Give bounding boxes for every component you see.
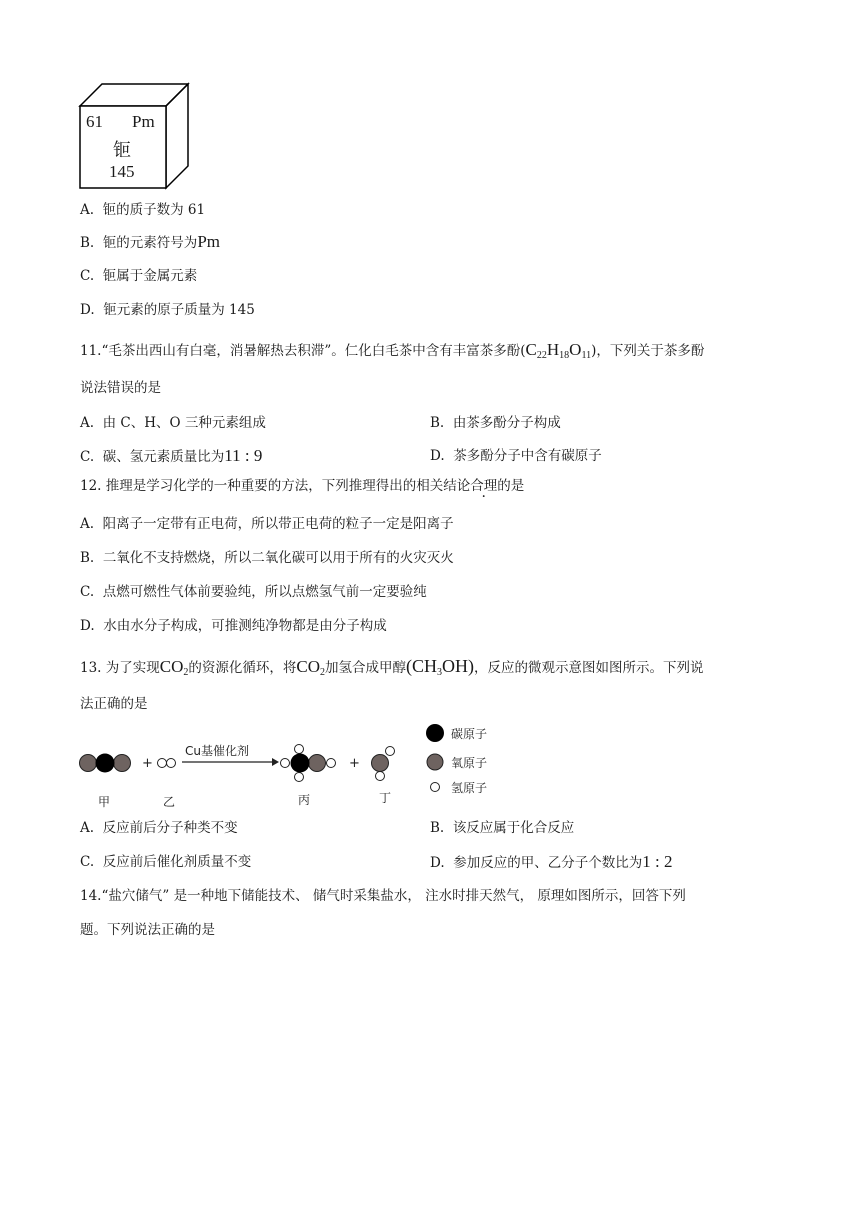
option-letter: D. [430, 448, 445, 464]
q11-stem-text-2: )，下列关于茶多酚 [591, 343, 705, 359]
q13-stem [80, 656, 704, 683]
q13-stem-line2: 法正确的是 [80, 696, 148, 712]
hydrogen-atom [295, 745, 304, 754]
q11-option-a [80, 413, 266, 433]
legend-hydrogen-icon [431, 783, 440, 792]
option-text: 参加反应的甲、乙分子个数比为 [453, 855, 643, 871]
option-text: 由 C、H、O 三种元素组成 [102, 415, 266, 431]
option-letter: C. [80, 584, 95, 600]
option-letter: B. [430, 820, 445, 836]
option-letter: B. [430, 415, 445, 431]
co2-formula: $CO_2$ [296, 657, 326, 678]
option-letter: A. [80, 820, 95, 836]
q13-stem-text: 13. 为了实现 [80, 660, 160, 676]
q13-stem-text-3: 加氢合成甲醇 [325, 660, 407, 676]
hydrogen-atom [327, 759, 336, 768]
q11-option-c [80, 446, 262, 467]
q11-option-d [430, 446, 602, 466]
mass-ratio: 11 : 9 [224, 446, 263, 465]
legend-carbon-label: 碳原子 [451, 727, 488, 741]
q13-option-b [430, 818, 574, 838]
hydrogen-atom [167, 759, 176, 768]
option-text: 碳、氢元素质量比为 [102, 449, 225, 465]
reaction-diagram [76, 722, 516, 812]
q13-option-d [430, 852, 672, 873]
molecule-jia [80, 754, 131, 773]
carbon-atom [96, 754, 115, 773]
hydrogen-atom [376, 772, 385, 781]
option-text: 反应前后分子种类不变 [102, 820, 238, 836]
option-text: 点燃可燃性气体前要验纯，所以点燃氢气前一定要验纯 [102, 584, 427, 600]
tea-polyphenol-formula: $C_{22}H_{18}O_{11}$ [525, 340, 592, 361]
option-letter: D. [430, 855, 445, 871]
catalyst-label: Cu基催化剂 [185, 744, 249, 758]
q12-option-b [80, 548, 454, 568]
q12-option-a [80, 514, 454, 534]
hydrogen-atom [386, 747, 395, 756]
option-text: 钷的元素符号为 [102, 235, 198, 251]
q12-stem-text-end: 的是 [497, 478, 525, 494]
emphasized-word: 合理 [470, 478, 498, 494]
carbon-atom [291, 754, 310, 773]
oxygen-atom [309, 755, 326, 772]
option-text: 阳离子一定带有正电荷，所以带正电荷的粒子一定是阳离子 [102, 516, 454, 532]
q13-stem-text-2: 的资源化循环，将 [188, 660, 297, 676]
q10-option-c [80, 266, 197, 286]
legend-oxygen-icon [427, 754, 443, 770]
q12-stem [80, 476, 524, 496]
molecule-yi [158, 759, 176, 768]
q10-option-a [80, 200, 205, 220]
label-ding: 丁 [379, 791, 392, 805]
option-letter: C. [80, 268, 95, 284]
oxygen-atom [80, 755, 97, 772]
co2-formula: $CO_2$ [159, 657, 189, 678]
q11-option-b [430, 413, 561, 433]
label-jia: 甲 [98, 795, 111, 809]
plus-sign: + [142, 756, 153, 771]
molecule-ratio: 1 : 2 [642, 852, 673, 871]
option-text: 钷属于金属元素 [102, 268, 198, 284]
option-letter: B. [80, 235, 95, 251]
legend-carbon-icon [426, 724, 444, 742]
element-mass: 145 [109, 162, 135, 181]
option-letter: D. [80, 302, 95, 318]
label-bing: 丙 [298, 793, 311, 807]
option-letter: A. [80, 415, 95, 431]
option-text: 二氧化不支持燃烧，所以二氧化碳可以用于所有的火灾灭火 [102, 550, 454, 566]
option-text: 茶多酚分子中含有碳原子 [453, 448, 602, 464]
q10-option-b [80, 232, 220, 253]
q14-stem-line2: 题。下列说法正确的是 [80, 922, 215, 938]
hydrogen-atom [295, 773, 304, 782]
q12-option-d [80, 616, 387, 636]
option-letter: A. [80, 202, 95, 218]
element-symbol-inline: Pm [197, 232, 220, 251]
element-name: 钷 [113, 140, 131, 161]
q11-stem-line2: 说法错误的是 [80, 380, 161, 396]
q14-stem: 14.“盐穴储气” 是一种地下储能技术、 储气时采集盐水， 注水时排天然气， 原理如图所示，回答下列 [80, 888, 686, 904]
methanol-formula: $(CH_3OH)$ [406, 656, 475, 678]
option-letter: C. [80, 449, 95, 465]
label-yi: 乙 [163, 795, 176, 809]
q13-option-c [80, 852, 251, 872]
q13-option-a [80, 818, 238, 838]
q11-stem-text: 11.“毛茶出西山有白毫，消暑解热去积滞”。仁化白毛茶中含有丰富茶多酚( [80, 343, 526, 359]
option-letter: D. [80, 618, 95, 634]
element-atomic-number: 61 [86, 112, 103, 131]
option-text: 反应前后催化剂质量不变 [102, 854, 252, 870]
element-card [78, 82, 190, 190]
hydrogen-atom [281, 759, 290, 768]
option-text: 钷元素的原子质量为 145 [103, 302, 255, 318]
oxygen-atom [114, 755, 131, 772]
oxygen-atom [372, 755, 389, 772]
q13-stem-text-4: ，反应的微观示意图如图所示。下列说 [474, 660, 704, 676]
molecule-bing [281, 745, 336, 782]
option-letter: C. [80, 854, 95, 870]
element-symbol: Pm [132, 112, 155, 131]
option-text: 钷的质子数为 61 [102, 202, 206, 218]
molecule-ding [372, 747, 395, 781]
legend-hydrogen-label: 氢原子 [451, 781, 488, 795]
option-text: 由茶多酚分子构成 [452, 415, 561, 431]
option-text: 该反应属于化合反应 [452, 820, 575, 836]
plus-sign: + [349, 756, 360, 771]
arrow-head [272, 758, 279, 766]
q10-option-d [80, 300, 255, 320]
q11-stem [80, 340, 704, 366]
hydrogen-atom [158, 759, 167, 768]
legend-oxygen-label: 氧原子 [451, 756, 488, 770]
option-letter: A. [80, 516, 95, 532]
option-letter: B. [80, 550, 95, 566]
q12-option-c [80, 582, 427, 602]
q12-stem-text: 12. 推理是学习化学的一种重要的方法，下列推理得出的相关结论 [80, 478, 471, 494]
option-text: 水由水分子构成，可推测纯净物都是由分子构成 [103, 618, 387, 634]
